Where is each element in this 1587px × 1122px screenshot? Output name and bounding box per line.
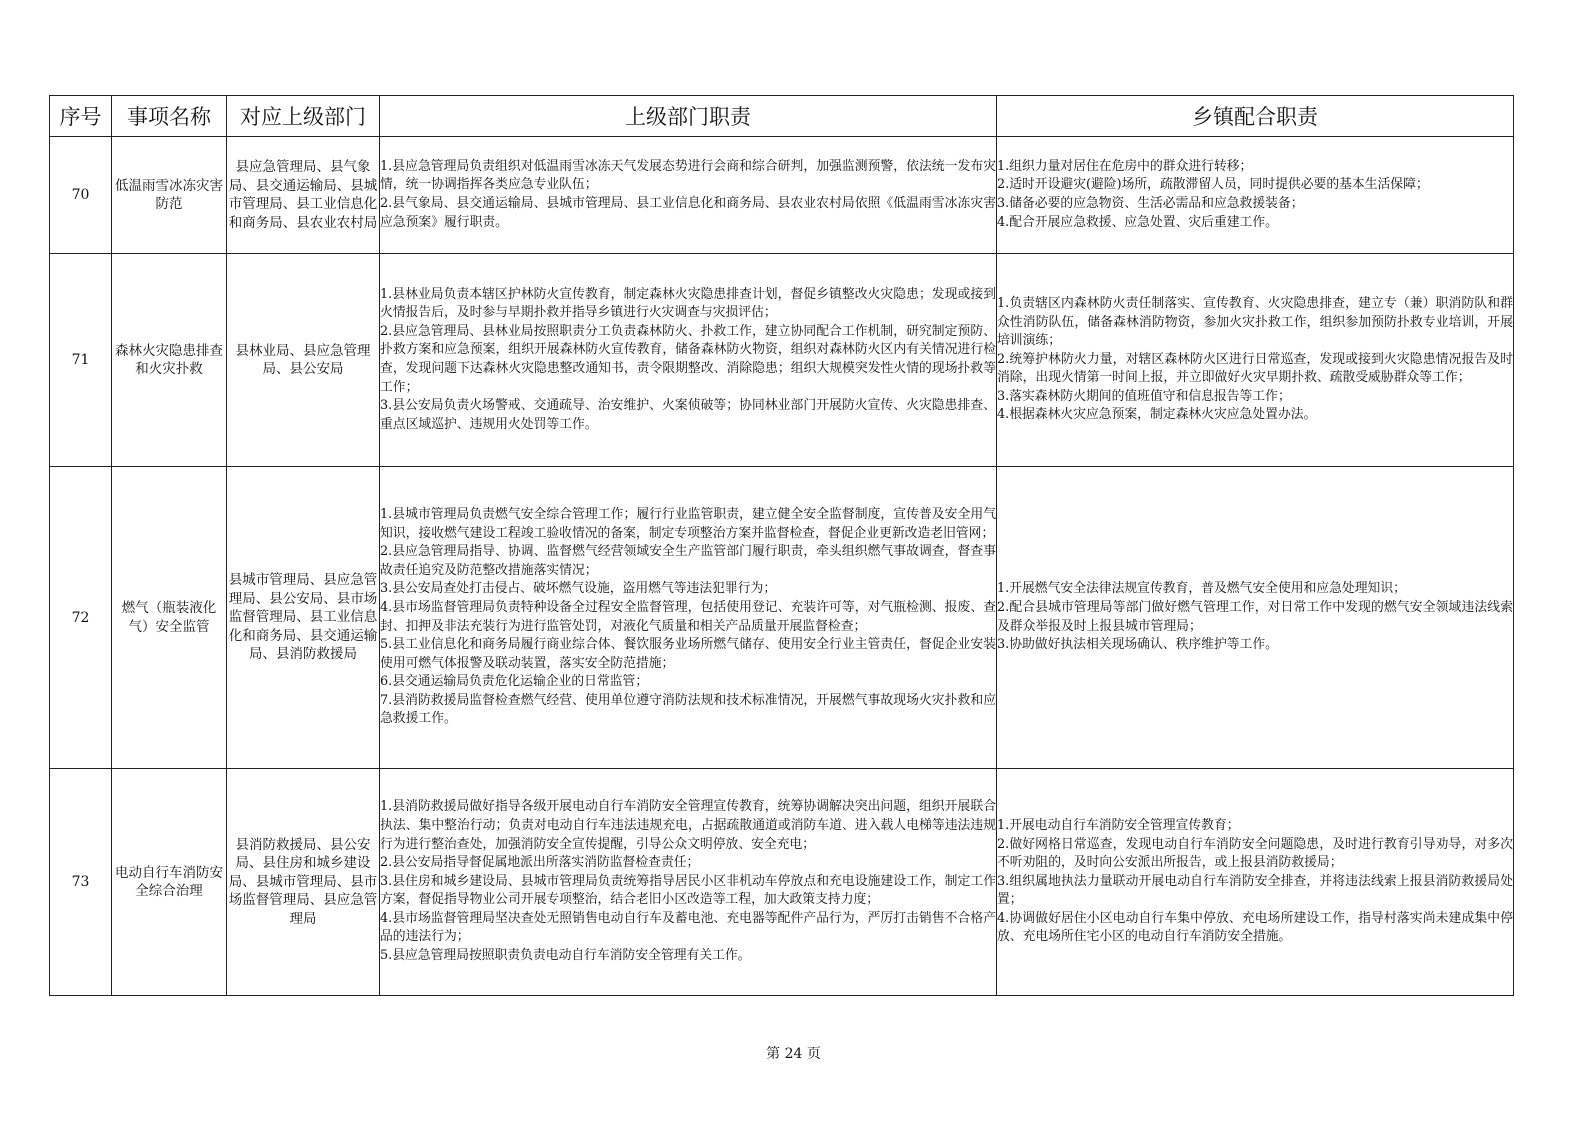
duty-table [49, 95, 1514, 996]
town-line: 2.适时开设避灾(避险)场所，疏散滞留人员，同时提供必要的基本生活保障； [997, 177, 1429, 193]
town-line: 3.组织属地执法力量联动开展电动自行车消防安全排查，并将违法线索上报县消防救援局处置； [997, 873, 1513, 908]
town-duty [997, 467, 1514, 769]
town-line: 1.开展电动自行车消防安全管理宣传教育； [997, 817, 1240, 833]
duty-line: 1.县林业局负责本辖区护林防火宣传教育，制定森林火灾隐患排查计划，督促乡镇整改火灾隐患；发现或接到火情报告后，及时参与早期扑救并指导乡镇进行火灾调查与灾损评估； [380, 286, 996, 321]
town-line: 3.协助做好执法相关现场确认、秩序维护等工作。 [997, 637, 1278, 653]
header-town: 乡镇配合职责 [997, 96, 1514, 137]
duty-line: 5.县工业信息化和商务局履行商业综合体、餐饮服务业场所燃气储存、使用安全行业主管责任，督促企业安装使用可燃气体报警及联动装置，落实安全防范措施； [380, 637, 996, 671]
item-name: 燃气（瓶装液化气）安全监管 [112, 467, 227, 769]
superior-dept: 县林业局、县应急管理局、县公安局 [227, 254, 380, 467]
header-dept: 对应上级部门 [227, 96, 380, 137]
item-name: 森林火灾隐患排查和火灾扑救 [112, 254, 227, 467]
town-line: 4.协调做好居住小区电动自行车集中停放、充电场所建设工作，指导村落实尚未建成集中停放、充电场所住宅小区的电动自行车消防安全措施。 [997, 910, 1513, 945]
duty-line: 2.县应急管理局指导、协调、监督燃气经营领域安全生产监管部门履行职责，牵头组织燃气事故调查，督查事故责任追究及防范整改措施落实情况； [380, 544, 996, 578]
town-line: 1.负责辖区内森林防火责任制落实、宣传教育、火灾隐患排查，建立专（兼）职消防队和群众性消防队伍，储备森林消防物资，参加火灾扑救工作，组织参加预防扑救专业培训，开展培训演练； [997, 295, 1513, 349]
duty-line: 4.县市场监督管理局坚决查处无照销售电动自行车及蓄电池、充电器等配件产品行为，严厉打击销售不合格产品的违法行为； [380, 910, 996, 945]
row-number: 71 [50, 254, 112, 467]
table-row [50, 769, 1514, 996]
town-line: 2.配合县城市管理局等部门做好燃气管理工作，对日常工作中发现的燃气安全领域违法线索及群众举报及时上报县城市管理局； [997, 599, 1513, 634]
town-duty [997, 137, 1514, 254]
superior-duty [380, 254, 997, 467]
duty-line: 2.县气象局、县交通运输局、县城市管理局、县工业信息化和商务局、县农业农村局依照《低温雨雪冰冻灾害应急预案》履行职责。 [380, 196, 996, 230]
duty-line: 6.县交通运输局负责危化运输企业的日常监管； [380, 674, 649, 690]
town-line: 2.做好网格日常巡查，发现电动自行车消防安全问题隐患，及时进行教育引导劝导，对多次不听劝阻的，及时向公安派出所报告，或上报县消防救援局； [997, 836, 1513, 871]
duty-line: 1.县消防救援局做好指导各级开展电动自行车消防安全管理宣传教育，统筹协调解决突出问题，组织开展联合执法、集中整治行动；负责对电动自行车违法违规充电，占据疏散通道或消防车道、进入载人电梯等违法违规行为进行整治查处，加强消防安全宣传提醒，引导公众文明停放、安全充电； [380, 799, 996, 852]
duty-line: 2.县公安局指导督促属地派出所落实消防监督检查责任； [380, 855, 700, 871]
duty-line: 5.县应急管理局按照职责负责电动自行车消防安全管理有关工作。 [380, 948, 751, 964]
town-line: 2.统筹护林防火力量，对辖区森林防火区进行日常巡查，发现或接到火灾隐患情况报告及时消除，出现火情第一时间上报，并立即做好火灾早期扑救、疏散受威胁群众等工作； [997, 351, 1513, 386]
town-line: 3.落实森林防火期间的值班值守和信息报告等工作； [997, 388, 1291, 404]
table-row [50, 254, 1514, 467]
row-number: 73 [50, 769, 112, 996]
row-number: 70 [50, 137, 112, 254]
header-no: 序号 [50, 96, 112, 137]
duty-line: 3.县公安局查处打击侵占、破坏燃气设施，盗用燃气等违法犯罪行为； [380, 581, 777, 597]
town-line: 4.根据森林火灾应急预案，制定森林火灾应急处置办法。 [997, 407, 1317, 423]
item-name: 电动自行车消防安全综合治理 [112, 769, 227, 996]
town-line: 1.开展燃气安全法律法规宣传教育，普及燃气安全使用和应急处理知识； [997, 581, 1406, 597]
duty-line: 3.县公安局负责火场警戒、交通疏导、治安维护、火案侦破等；协同林业部门开展防火宣传、火灾隐患排查、重点区域巡护、违规用火处罚等工作。 [380, 398, 996, 432]
header-duty: 上级部门职责 [380, 96, 997, 137]
page-number: 第 24 页 [766, 1046, 821, 1062]
superior-dept: 县城市管理局、县应急管理局、县公安局、县市场监督管理局、县工业信息化和商务局、县交通运输局、县消防救援局 [227, 467, 380, 769]
town-duty [997, 769, 1514, 996]
duty-line: 7.县消防救援局监督检查燃气经营、使用单位遵守消防法规和技术标准情况，开展燃气事故现场火灾扑救和应急救援工作。 [380, 692, 996, 727]
duty-line: 1.县城市管理局负责燃气安全综合管理工作；履行行业监管职责，建立健全安全监督制度，宣传普及安全用气知识，接收燃气建设工程竣工验收情况的备案，制定专项整治方案并监督检查，督促企业更新改造老旧管网； [380, 506, 996, 541]
town-duty [997, 254, 1514, 467]
superior-dept: 县应急管理局、县气象局、县交通运输局、县城市管理局、县工业信息化和商务局、县农业农村局 [227, 137, 380, 254]
duty-line: 1.县应急管理局负责组织对低温雨雪冰冻天气发展态势进行会商和综合研判，加强监测预警，依法统一发布灾情，统一协调指挥各类应急专业队伍； [380, 158, 996, 193]
table-row [50, 467, 1514, 769]
superior-duty [380, 769, 997, 996]
duty-line: 2.县应急管理局、县林业局按照职责分工负责森林防火、扑救工作，建立协同配合工作机制，研究制定预防、扑救方案和应急预案，组织开展森林防火宣传教育，储备森林防火物资，组织对森林防火区内有关情况进行检查，发现问题下达森林火灾隐患整改通知书，责令限期整改、消除隐患；组织大规模突发性火情的现场扑救等工作； [380, 323, 996, 395]
header-name: 事项名称 [112, 96, 227, 137]
superior-duty [380, 467, 997, 769]
town-line: 4.配合开展应急救援、应急处置、灾后重建工作。 [997, 214, 1278, 230]
superior-duty [380, 137, 997, 254]
town-line: 3.储备必要的应急物资、生活必需品和应急救援装备； [997, 196, 1304, 211]
town-line: 1.组织力量对居住在危房中的群众进行转移； [997, 158, 1253, 174]
row-number: 72 [50, 467, 112, 769]
duty-line: 4.县市场监督管理局负责特种设备全过程安全监督管理，包括使用登记、充装许可等，对气瓶检测、报废、查封、扣押及非法充装行为进行监管处罚，对液化气质量和相关产品质量开展监督检查； [380, 599, 996, 634]
table-row [50, 137, 1514, 254]
header-row [50, 96, 1514, 137]
duty-line: 3.县住房和城乡建设局、县城市管理局负责统筹指导居民小区非机动车停放点和充电设施建设工作，制定工作方案，督促指导物业公司开展专项整治，结合老旧小区改造等工程，加大政策支持力度； [380, 873, 996, 908]
superior-dept: 县消防救援局、县公安局、县住房和城乡建设局、县城市管理局、县市场监督管理局、县应急管理局 [227, 769, 380, 996]
item-name: 低温雨雪冰冻灾害防范 [112, 137, 227, 254]
